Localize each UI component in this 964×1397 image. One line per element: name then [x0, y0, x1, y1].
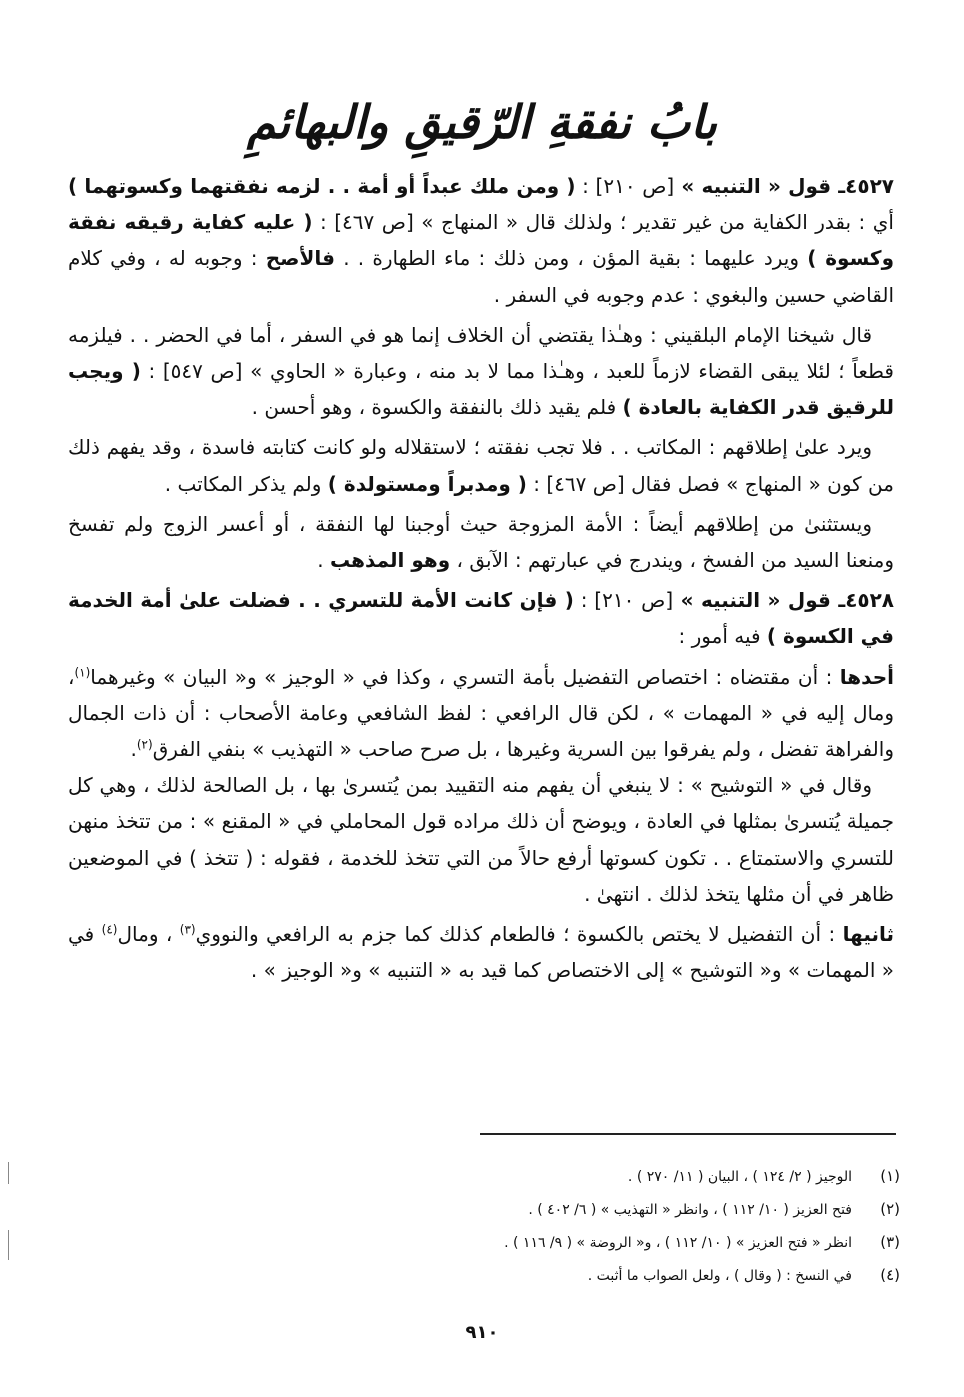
text-run: فيه أمور : [678, 624, 767, 649]
footnote-text: الوجيز ( ٢/ ١٢٤ ) ، البيان ( ١١/ ٢٧٠ ) . [627, 1169, 852, 1185]
bold-text: أحدها [839, 664, 894, 689]
text-run: [ص ٢١٠] : [573, 588, 674, 613]
text-run: قال شيخنا الإمام البلقيني : وهـٰذا يقتضي أن الخلاف إنما هو في السفر ، أما في الحضر . . فيلزمه قطعاً ؛ لئلا يبقى القضاء لازماً للعبد ، وهـٰذا مما لا بد منه ، وعبارة « الحاوي » [ص ٥٤٧] : [68, 322, 894, 384]
footnote-number: (٢) [880, 1200, 900, 1218]
footnote-separator [480, 1133, 896, 1135]
text-run: : أن مقتضاه : اختصاص التفضيل بأمة التسري ، وكذا في « الوجيز » و« البيان » وغيرهما [90, 664, 840, 689]
text-run: ولم يذكر المكاتب . [164, 471, 328, 496]
margin-mark [8, 1162, 9, 1184]
footnote [64, 1160, 900, 1193]
text-run: في « المهمات » و« التوشيح » إلى الاختصاص كما قيد به « التنبيه » و« الوجيز » . [68, 922, 894, 983]
paragraph [68, 317, 894, 426]
paragraph [68, 506, 894, 578]
text-run: [ص ٢١٠] : [575, 174, 675, 198]
text-run: : وجوبه له ، وفي كلام القاضي حسين والبغوي : عدم وجوبه في السفر . [68, 246, 894, 307]
bold-text: فالأصح [265, 246, 335, 271]
text-run: ، ومال إليه في « المهمات » ، لكن قال الرافعي : لفظ الشافعي وعامة الأصحاب : أن ذات الجمال والفراهة تفضل ، ولم يفرقوا بين السرية وغيرها ، بل صرح صاحب « التهذيب » بنفي الفرق [68, 664, 894, 762]
paragraph [68, 582, 894, 654]
footnote-text: فتح العزيز ( ١٠/ ١١٢ ) ، وانظر « التهذيب » ( ٦/ ٤٠٢ ) . [528, 1202, 852, 1218]
footnotes [64, 1160, 900, 1292]
margin-mark [8, 1230, 9, 1260]
bold-text: ( ومدبراً ومستولدة ) [327, 471, 527, 496]
footnote-ref: (٤) [101, 922, 118, 937]
paragraph [68, 168, 894, 313]
text-run: وقال في « التوشيح » : لا ينبغي أن يفهم منه التقييد بمن يُتسرىٰ بها ، بل الصالحة لذلك ، وهي كل جميلة يُتسرىٰ بمثلها في العادة ، ويوضح أن ذلك مراده قول المحاملي في « المقنع » : من تتخذ منهن للتسري والاستمتاع . . تكون كسوتها أرفع حالاً من التي تتخذ للخدمة ، فقوله : ( تتخذ ) في الموضعين ظاهر في أن مثلها يتخذ لذلك . انتهىٰ . [68, 773, 894, 906]
footnote [64, 1193, 900, 1226]
bold-text: ( ومن ملك عبداً أو أمة . . لزمه نفقتهما وكسوتهما ) [68, 174, 576, 198]
footnote-ref: (٢) [136, 737, 153, 752]
footnote-number: (١) [880, 1167, 900, 1185]
text-run: فلم يقيد ذلك بالنفقة والكسوة ، وهو أحسن . [251, 395, 623, 420]
footnote-ref: (١) [74, 664, 91, 679]
text-run: : أن التفضيل لا يختص بالكسوة ؛ فالطعام كذلك كما جزم به الرافعي والنووي [195, 922, 843, 947]
chapter-title: بابُ نفقةِ الرّقيقِ والبهائمِ [246, 95, 718, 149]
text-run: ويرد عليهما : بقية المؤن ، ومن ذلك : ماء الطهارة . . [334, 246, 808, 271]
footnote-number: (٤) [880, 1266, 900, 1284]
text-run: ويستثنىٰ من إطلاقهم أيضاً : الأمة المزوجة حيث أوجبنا لها النفقة ، أو أعسر الزوج ولم تفسخ ومنعنا السيد من الفسخ ، ويندرج في عبارتهم : الآبق ، [68, 511, 894, 573]
body-text [68, 168, 894, 988]
footnote-text: انظر « فتح العزيز » ( ١٠/ ١١٢ ) ، و« الروضة » ( ٩/ ١١٦ ) . [504, 1235, 852, 1251]
text-run: . [317, 548, 330, 573]
bold-text: ٤٥٢٨ـ قول « التنبيه » [673, 588, 895, 613]
paragraph [68, 767, 894, 912]
page-number: ٩١٠ [465, 1322, 499, 1343]
text-run: أي : بقدر الكفاية من غير تقدير ؛ ولذلك قال « المنهاج » [ص ٤٦٧] : [312, 210, 894, 235]
paragraph [68, 429, 894, 501]
text-run: . [130, 737, 137, 762]
bold-text: ٤٥٢٧ـ قول « التنبيه » [674, 174, 894, 198]
bold-text: ثانيها [842, 922, 895, 947]
footnote [64, 1259, 900, 1292]
footnote-ref: (٣) [179, 922, 196, 937]
bold-text: ( عليه كفاية رقيقه نفقة وكسوة ) [68, 210, 894, 271]
paragraph [68, 916, 894, 988]
text-run: ويرد علىٰ إطلاقهم : المكاتب . . فلا تجب نفقته ؛ لاستقلاله ولو كانت كتابته فاسدة ، وقد يفهم ذلك من كون « المنهاج » فصل فقال [ص ٤٦٧] : [68, 435, 894, 496]
text-run: ، ومال [117, 922, 180, 947]
bold-text: وهو المذهب [330, 548, 451, 573]
bold-text: ( ويجب للرقيق قدر الكفاية بالعادة ) [68, 359, 894, 420]
paragraph [68, 659, 894, 768]
footnote [64, 1226, 900, 1259]
footnote-text: في النسخ : ( وقال ) ، ولعل الصواب ما أثبت . [587, 1268, 852, 1284]
footnote-number: (٣) [880, 1233, 900, 1251]
bold-text: ( فإن كانت الأمة للتسري . . فضلت علىٰ أمة الخدمة في الكسوة ) [68, 588, 894, 649]
